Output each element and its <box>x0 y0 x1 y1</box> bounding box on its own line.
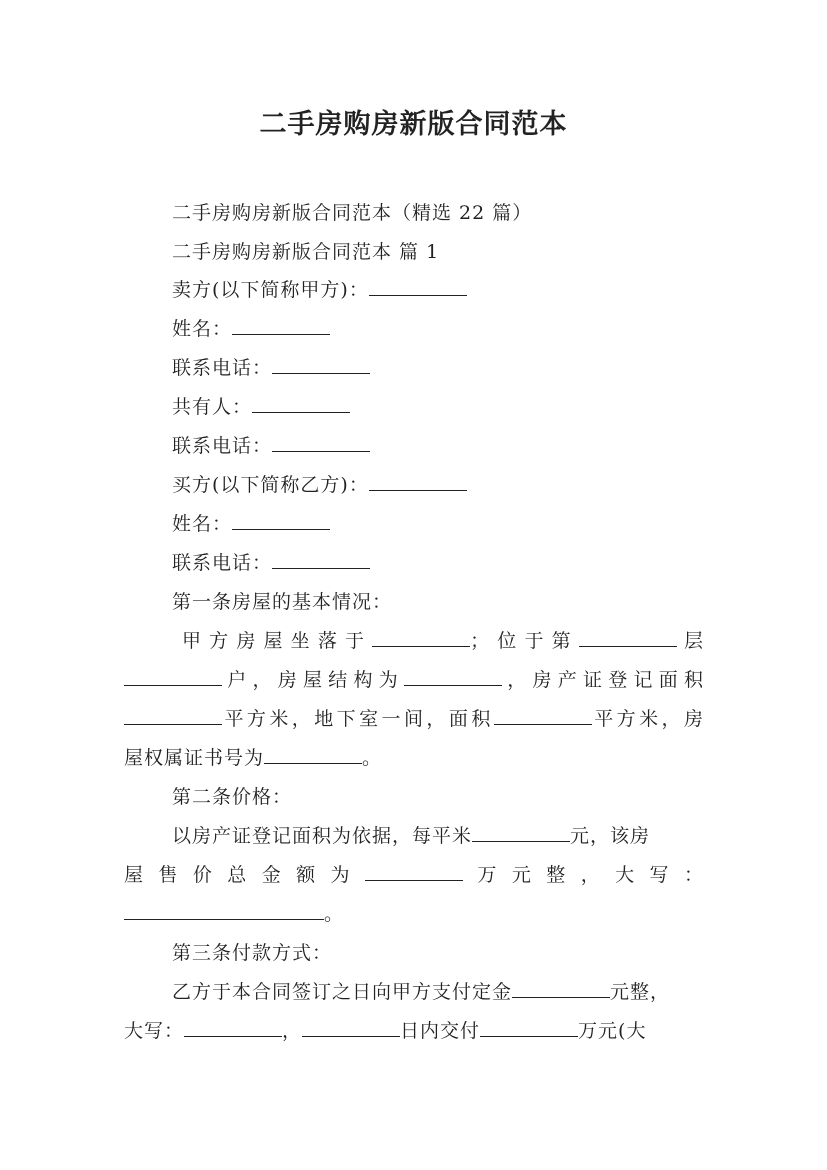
phone-label: 联系电话： <box>172 435 273 457</box>
article1-text: 平方米，地下室一间，面积 <box>222 708 494 730</box>
article3-title: 第三条付款方式： <box>172 942 333 964</box>
basement-area-blank <box>494 704 592 725</box>
article2-text: 万元整，大写： <box>463 864 704 886</box>
seller-line <box>124 271 704 310</box>
days-blank <box>302 1016 400 1037</box>
article1-text: ，房产证登记面积 <box>502 669 704 691</box>
article1-line1 <box>124 622 704 661</box>
article1-text: 。 <box>362 747 383 769</box>
article1-text: 户，房屋结构为 <box>222 669 404 691</box>
buyer-phone-blank <box>272 548 370 569</box>
floor-blank <box>579 626 677 647</box>
certificate-number-blank <box>264 743 362 764</box>
article3-text: 乙方于本合同签订之日向甲方支付定金 <box>172 981 513 1003</box>
document-subtitle: 二手房购房新版合同范本（精选 22 篇） <box>172 202 533 224</box>
location-blank <box>372 626 470 647</box>
structure-blank <box>404 665 502 686</box>
buyer-blank <box>369 470 467 491</box>
total-price-uppercase-blank <box>124 899 324 920</box>
article3-line2 <box>124 1012 704 1051</box>
name-label: 姓名： <box>172 513 233 535</box>
article2-title: 第二条价格： <box>172 786 293 808</box>
article3-text: 元整， <box>610 981 671 1003</box>
seller-phone-blank <box>272 353 370 374</box>
article1-line3 <box>124 700 704 739</box>
phone-label: 联系电话： <box>172 552 273 574</box>
buyer-name-blank <box>232 509 330 530</box>
co-owner-line <box>124 388 704 427</box>
article3-text: 日内交付 <box>400 1020 481 1042</box>
article2-text: 。 <box>324 903 345 925</box>
phone-label: 联系电话： <box>172 357 273 379</box>
payment-amount-blank <box>480 1016 578 1037</box>
co-owner-phone-line <box>124 427 704 466</box>
seller-name-blank <box>232 314 330 335</box>
article1-line4 <box>124 739 704 778</box>
seller-blank <box>369 275 467 296</box>
article2-line1 <box>124 817 704 856</box>
deposit-blank <box>512 977 610 998</box>
article3-text: 万元(大 <box>578 1020 647 1042</box>
deposit-uppercase-blank <box>184 1016 282 1037</box>
article3-text: 大写： <box>124 1020 185 1042</box>
co-owner-phone-blank <box>272 431 370 452</box>
page-title: 二手房购房新版合同范本 <box>259 109 568 140</box>
unit-blank <box>124 665 222 686</box>
article2-text: 元，该房 <box>570 825 651 847</box>
article1-title: 第一条房屋的基本情况： <box>172 591 393 613</box>
seller-phone-line <box>124 349 704 388</box>
article1-text: 平方米，房 <box>591 708 704 730</box>
article1-line2 <box>124 661 704 700</box>
article2-text: 以房产证登记面积为依据，每平米 <box>172 825 473 847</box>
area-blank <box>124 704 222 725</box>
buyer-phone-line <box>124 544 704 583</box>
article2-text: 屋售价总金额为 <box>124 864 365 886</box>
article2-line3 <box>124 895 704 934</box>
article3-line1 <box>124 973 704 1012</box>
article3-text: ， <box>282 1020 303 1042</box>
seller-label: 卖方(以下简称甲方)： <box>172 279 369 301</box>
article2-line2 <box>124 856 704 895</box>
article1-text: 层 <box>676 630 704 652</box>
article1-text: 甲方房屋坐落于 <box>182 630 373 652</box>
co-owner-blank <box>252 392 350 413</box>
name-label: 姓名： <box>172 318 233 340</box>
buyer-label: 买方(以下简称乙方)： <box>172 474 369 496</box>
section-heading: 二手房购房新版合同范本 篇 1 <box>172 241 440 263</box>
buyer-line <box>124 466 704 505</box>
seller-name-line <box>124 310 704 349</box>
total-price-blank <box>365 860 463 881</box>
article1-text: 屋权属证书号为 <box>124 747 265 769</box>
co-owner-label: 共有人： <box>172 396 253 418</box>
buyer-name-line <box>124 505 704 544</box>
article1-text: ；位于第 <box>470 630 579 652</box>
price-per-sqm-blank <box>472 821 570 842</box>
